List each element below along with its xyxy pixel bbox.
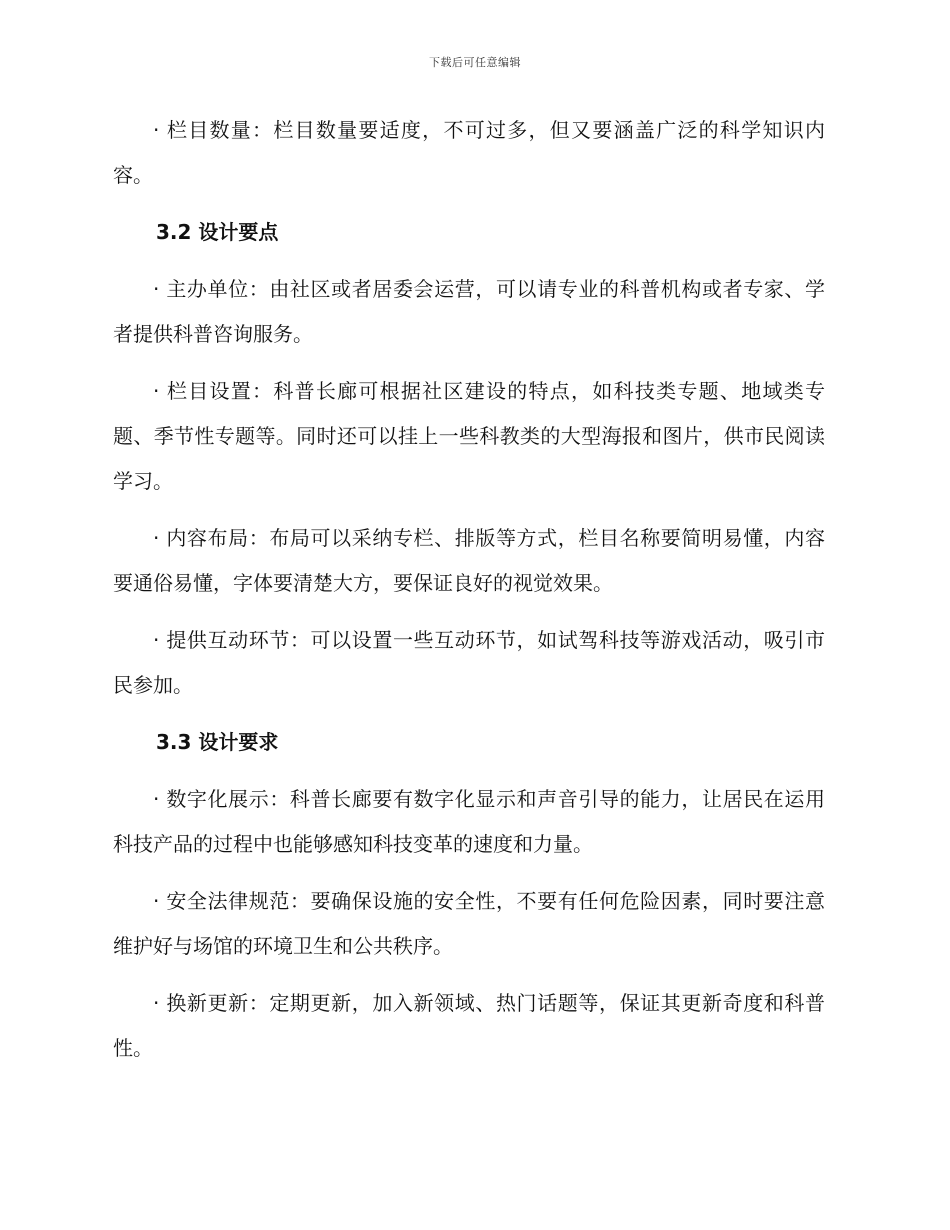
paragraph-safety-regulations: · 安全法律规范：要确保设施的安全性，不要有任何危险因素，同时要注意维护好与场馆的环境卫生和公共秩序。	[113, 889, 825, 958]
paragraph-content-layout: · 内容布局：布局可以采纳专栏、排版等方式，栏目名称要简明易懂，内容要通俗易懂，字体要清楚大方，要保证良好的视觉效果。	[113, 526, 825, 595]
page-header: 下载后可任意编辑	[429, 56, 521, 69]
paragraph-digital-display: · 数字化展示：科普长廊要有数字化显示和声音引导的能力，让居民在运用科技产品的过程中也能够感知科技变革的速度和力量。	[113, 787, 825, 856]
paragraph-updates: · 换新更新：定期更新，加入新领域、热门话题等，保证其更新奇度和科普性。	[113, 991, 825, 1060]
paragraph-interaction: · 提供互动环节：可以设置一些互动环节，如试驾科技等游戏活动，吸引市民参加。	[113, 628, 825, 697]
paragraph-organizer: · 主办单位：由社区或者居委会运营，可以请专业的科普机构或者专家、学者提供科普咨询服务。	[113, 277, 825, 346]
section-heading-3-2: 3.2 设计要点	[156, 220, 279, 244]
paragraph-column-setup: · 栏目设置：科普长廊可根据社区建设的特点，如科技类专题、地域类专题、季节性专题等。同时还可以挂上一些科教类的大型海报和图片，供市民阅读学习。	[113, 379, 825, 493]
document-body	[113, 108, 825, 1083]
section-heading-3-3: 3.3 设计要求	[156, 730, 279, 754]
paragraph-column-count: · 栏目数量：栏目数量要适度，不可过多，但又要涵盖广泛的科学知识内容。	[113, 118, 825, 187]
